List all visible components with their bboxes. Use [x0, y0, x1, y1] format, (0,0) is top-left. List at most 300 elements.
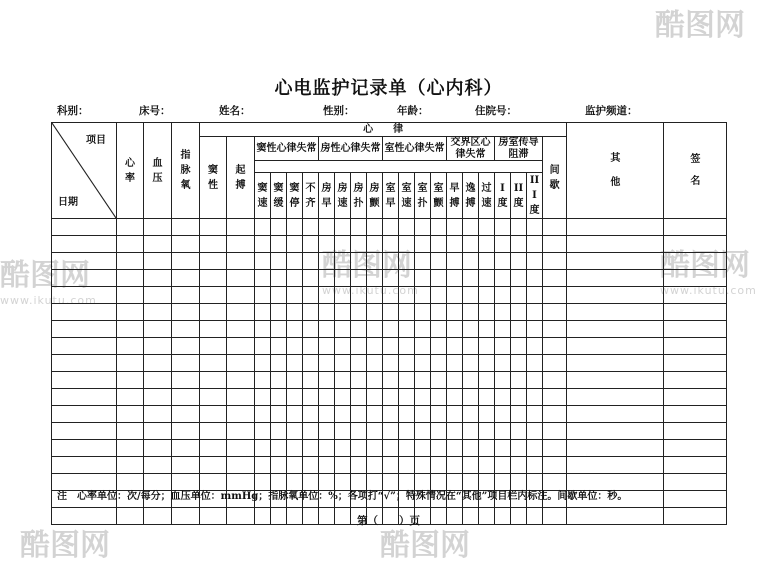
- entry-cell[interactable]: [447, 423, 463, 440]
- entry-cell[interactable]: [117, 270, 144, 287]
- entry-cell[interactable]: [335, 338, 351, 355]
- entry-cell[interactable]: [351, 355, 367, 372]
- entry-cell[interactable]: [511, 338, 527, 355]
- entry-cell[interactable]: [383, 270, 399, 287]
- entry-cell[interactable]: [511, 253, 527, 270]
- entry-cell[interactable]: [227, 372, 255, 389]
- entry-cell[interactable]: [271, 287, 287, 304]
- entry-cell[interactable]: [511, 440, 527, 457]
- entry-cell[interactable]: [415, 270, 431, 287]
- entry-cell[interactable]: [367, 321, 383, 338]
- entry-cell[interactable]: [227, 287, 255, 304]
- entry-cell[interactable]: [303, 236, 319, 253]
- entry-cell[interactable]: [463, 389, 479, 406]
- entry-cell[interactable]: [399, 270, 415, 287]
- entry-cell[interactable]: [463, 219, 479, 236]
- entry-cell[interactable]: [415, 457, 431, 474]
- entry-cell[interactable]: [463, 338, 479, 355]
- entry-cell[interactable]: [319, 423, 335, 440]
- entry-cell[interactable]: [463, 287, 479, 304]
- entry-cell[interactable]: [335, 253, 351, 270]
- entry-cell[interactable]: [367, 219, 383, 236]
- entry-cell[interactable]: [511, 236, 527, 253]
- entry-cell[interactable]: [495, 270, 511, 287]
- entry-cell[interactable]: [319, 287, 335, 304]
- entry-cell[interactable]: [567, 423, 664, 440]
- entry-cell[interactable]: [479, 423, 495, 440]
- entry-cell[interactable]: [335, 355, 351, 372]
- entry-cell[interactable]: [52, 389, 117, 406]
- entry-cell[interactable]: [415, 406, 431, 423]
- entry-cell[interactable]: [117, 423, 144, 440]
- entry-cell[interactable]: [200, 423, 227, 440]
- entry-cell[interactable]: [463, 236, 479, 253]
- entry-cell[interactable]: [495, 304, 511, 321]
- entry-cell[interactable]: [479, 457, 495, 474]
- entry-cell[interactable]: [172, 219, 200, 236]
- entry-cell[interactable]: [495, 423, 511, 440]
- entry-cell[interactable]: [144, 236, 172, 253]
- entry-cell[interactable]: [495, 287, 511, 304]
- entry-cell[interactable]: [351, 457, 367, 474]
- entry-cell[interactable]: [351, 423, 367, 440]
- entry-cell[interactable]: [227, 304, 255, 321]
- entry-cell[interactable]: [664, 355, 727, 372]
- entry-cell[interactable]: [415, 440, 431, 457]
- entry-cell[interactable]: [543, 219, 567, 236]
- entry-cell[interactable]: [431, 304, 447, 321]
- entry-cell[interactable]: [319, 389, 335, 406]
- entry-cell[interactable]: [479, 219, 495, 236]
- entry-cell[interactable]: [287, 372, 303, 389]
- entry-cell[interactable]: [335, 321, 351, 338]
- entry-cell[interactable]: [335, 423, 351, 440]
- entry-cell[interactable]: [399, 304, 415, 321]
- entry-cell[interactable]: [383, 287, 399, 304]
- entry-cell[interactable]: [287, 321, 303, 338]
- entry-cell[interactable]: [200, 372, 227, 389]
- entry-cell[interactable]: [144, 270, 172, 287]
- entry-cell[interactable]: [117, 440, 144, 457]
- entry-cell[interactable]: [227, 457, 255, 474]
- entry-cell[interactable]: [117, 372, 144, 389]
- entry-cell[interactable]: [144, 253, 172, 270]
- entry-cell[interactable]: [527, 304, 543, 321]
- entry-cell[interactable]: [495, 321, 511, 338]
- entry-cell[interactable]: [319, 321, 335, 338]
- entry-cell[interactable]: [117, 389, 144, 406]
- entry-cell[interactable]: [447, 236, 463, 253]
- entry-cell[interactable]: [431, 423, 447, 440]
- entry-cell[interactable]: [172, 389, 200, 406]
- entry-cell[interactable]: [303, 440, 319, 457]
- entry-cell[interactable]: [664, 321, 727, 338]
- entry-cell[interactable]: [431, 219, 447, 236]
- entry-cell[interactable]: [200, 304, 227, 321]
- entry-cell[interactable]: [527, 355, 543, 372]
- entry-cell[interactable]: [144, 304, 172, 321]
- entry-cell[interactable]: [271, 406, 287, 423]
- entry-cell[interactable]: [527, 423, 543, 440]
- entry-cell[interactable]: [117, 236, 144, 253]
- entry-cell[interactable]: [567, 440, 664, 457]
- entry-cell[interactable]: [287, 219, 303, 236]
- entry-cell[interactable]: [255, 219, 271, 236]
- entry-cell[interactable]: [463, 406, 479, 423]
- entry-cell[interactable]: [271, 253, 287, 270]
- entry-cell[interactable]: [479, 304, 495, 321]
- entry-cell[interactable]: [495, 253, 511, 270]
- entry-cell[interactable]: [664, 440, 727, 457]
- entry-cell[interactable]: [227, 440, 255, 457]
- entry-cell[interactable]: [351, 321, 367, 338]
- entry-cell[interactable]: [527, 406, 543, 423]
- entry-cell[interactable]: [319, 372, 335, 389]
- entry-cell[interactable]: [367, 355, 383, 372]
- entry-cell[interactable]: [463, 440, 479, 457]
- entry-cell[interactable]: [527, 389, 543, 406]
- entry-cell[interactable]: [287, 304, 303, 321]
- entry-cell[interactable]: [319, 219, 335, 236]
- entry-cell[interactable]: [543, 372, 567, 389]
- entry-cell[interactable]: [463, 321, 479, 338]
- entry-cell[interactable]: [287, 270, 303, 287]
- entry-cell[interactable]: [200, 457, 227, 474]
- entry-cell[interactable]: [335, 270, 351, 287]
- entry-cell[interactable]: [479, 236, 495, 253]
- entry-cell[interactable]: [567, 304, 664, 321]
- entry-cell[interactable]: [367, 406, 383, 423]
- entry-cell[interactable]: [447, 338, 463, 355]
- entry-cell[interactable]: [351, 406, 367, 423]
- entry-cell[interactable]: [463, 304, 479, 321]
- entry-cell[interactable]: [479, 338, 495, 355]
- entry-cell[interactable]: [399, 372, 415, 389]
- entry-cell[interactable]: [567, 287, 664, 304]
- entry-cell[interactable]: [431, 440, 447, 457]
- entry-cell[interactable]: [271, 389, 287, 406]
- entry-cell[interactable]: [117, 355, 144, 372]
- entry-cell[interactable]: [117, 321, 144, 338]
- entry-cell[interactable]: [399, 389, 415, 406]
- entry-cell[interactable]: [271, 304, 287, 321]
- entry-cell[interactable]: [255, 270, 271, 287]
- entry-cell[interactable]: [303, 355, 319, 372]
- entry-cell[interactable]: [351, 287, 367, 304]
- entry-cell[interactable]: [287, 389, 303, 406]
- entry-cell[interactable]: [144, 389, 172, 406]
- entry-cell[interactable]: [367, 236, 383, 253]
- entry-cell[interactable]: [52, 406, 117, 423]
- entry-cell[interactable]: [567, 389, 664, 406]
- entry-cell[interactable]: [255, 321, 271, 338]
- entry-cell[interactable]: [144, 372, 172, 389]
- entry-cell[interactable]: [415, 219, 431, 236]
- entry-cell[interactable]: [447, 253, 463, 270]
- entry-cell[interactable]: [511, 321, 527, 338]
- entry-cell[interactable]: [52, 219, 117, 236]
- entry-cell[interactable]: [447, 287, 463, 304]
- entry-cell[interactable]: [255, 423, 271, 440]
- entry-cell[interactable]: [399, 253, 415, 270]
- entry-cell[interactable]: [227, 270, 255, 287]
- entry-cell[interactable]: [172, 236, 200, 253]
- entry-cell[interactable]: [399, 457, 415, 474]
- entry-cell[interactable]: [287, 287, 303, 304]
- entry-cell[interactable]: [255, 372, 271, 389]
- entry-cell[interactable]: [527, 270, 543, 287]
- entry-cell[interactable]: [415, 372, 431, 389]
- entry-cell[interactable]: [664, 287, 727, 304]
- entry-cell[interactable]: [271, 236, 287, 253]
- entry-cell[interactable]: [511, 457, 527, 474]
- entry-cell[interactable]: [543, 304, 567, 321]
- entry-cell[interactable]: [319, 304, 335, 321]
- entry-cell[interactable]: [172, 270, 200, 287]
- entry-cell[interactable]: [664, 253, 727, 270]
- entry-cell[interactable]: [303, 372, 319, 389]
- entry-cell[interactable]: [415, 321, 431, 338]
- entry-cell[interactable]: [117, 253, 144, 270]
- entry-cell[interactable]: [227, 236, 255, 253]
- entry-cell[interactable]: [383, 372, 399, 389]
- entry-cell[interactable]: [255, 355, 271, 372]
- entry-cell[interactable]: [52, 321, 117, 338]
- entry-cell[interactable]: [367, 304, 383, 321]
- entry-cell[interactable]: [335, 287, 351, 304]
- entry-cell[interactable]: [200, 389, 227, 406]
- entry-cell[interactable]: [511, 219, 527, 236]
- entry-cell[interactable]: [200, 338, 227, 355]
- entry-cell[interactable]: [271, 219, 287, 236]
- entry-cell[interactable]: [479, 406, 495, 423]
- entry-cell[interactable]: [200, 253, 227, 270]
- entry-cell[interactable]: [567, 355, 664, 372]
- entry-cell[interactable]: [200, 321, 227, 338]
- entry-cell[interactable]: [351, 372, 367, 389]
- entry-cell[interactable]: [351, 304, 367, 321]
- entry-cell[interactable]: [172, 321, 200, 338]
- entry-cell[interactable]: [527, 253, 543, 270]
- entry-cell[interactable]: [431, 372, 447, 389]
- entry-cell[interactable]: [479, 355, 495, 372]
- entry-cell[interactable]: [255, 304, 271, 321]
- entry-cell[interactable]: [415, 236, 431, 253]
- entry-cell[interactable]: [399, 321, 415, 338]
- entry-cell[interactable]: [511, 270, 527, 287]
- entry-cell[interactable]: [335, 406, 351, 423]
- entry-cell[interactable]: [172, 355, 200, 372]
- entry-cell[interactable]: [415, 253, 431, 270]
- entry-cell[interactable]: [447, 355, 463, 372]
- entry-cell[interactable]: [664, 491, 727, 508]
- entry-cell[interactable]: [227, 253, 255, 270]
- entry-cell[interactable]: [447, 270, 463, 287]
- entry-cell[interactable]: [511, 372, 527, 389]
- entry-cell[interactable]: [567, 338, 664, 355]
- entry-cell[interactable]: [335, 440, 351, 457]
- entry-cell[interactable]: [495, 338, 511, 355]
- entry-cell[interactable]: [319, 457, 335, 474]
- entry-cell[interactable]: [431, 338, 447, 355]
- entry-cell[interactable]: [319, 440, 335, 457]
- entry-cell[interactable]: [431, 287, 447, 304]
- entry-cell[interactable]: [351, 219, 367, 236]
- entry-cell[interactable]: [431, 236, 447, 253]
- entry-cell[interactable]: [383, 423, 399, 440]
- entry-cell[interactable]: [255, 287, 271, 304]
- entry-cell[interactable]: [495, 236, 511, 253]
- entry-cell[interactable]: [567, 406, 664, 423]
- entry-cell[interactable]: [495, 406, 511, 423]
- entry-cell[interactable]: [144, 321, 172, 338]
- entry-cell[interactable]: [543, 406, 567, 423]
- entry-cell[interactable]: [383, 304, 399, 321]
- entry-cell[interactable]: [399, 440, 415, 457]
- entry-cell[interactable]: [415, 304, 431, 321]
- entry-cell[interactable]: [144, 457, 172, 474]
- entry-cell[interactable]: [200, 287, 227, 304]
- entry-cell[interactable]: [144, 355, 172, 372]
- entry-cell[interactable]: [335, 219, 351, 236]
- entry-cell[interactable]: [271, 372, 287, 389]
- entry-cell[interactable]: [527, 440, 543, 457]
- entry-cell[interactable]: [543, 457, 567, 474]
- entry-cell[interactable]: [351, 338, 367, 355]
- entry-cell[interactable]: [271, 423, 287, 440]
- entry-cell[interactable]: [527, 372, 543, 389]
- entry-cell[interactable]: [511, 355, 527, 372]
- entry-cell[interactable]: [567, 270, 664, 287]
- entry-cell[interactable]: [447, 372, 463, 389]
- entry-cell[interactable]: [399, 287, 415, 304]
- entry-cell[interactable]: [479, 389, 495, 406]
- entry-cell[interactable]: [431, 270, 447, 287]
- entry-cell[interactable]: [527, 219, 543, 236]
- entry-cell[interactable]: [367, 287, 383, 304]
- entry-cell[interactable]: [543, 270, 567, 287]
- entry-cell[interactable]: [303, 219, 319, 236]
- entry-cell[interactable]: [543, 236, 567, 253]
- entry-cell[interactable]: [144, 338, 172, 355]
- entry-cell[interactable]: [144, 287, 172, 304]
- entry-cell[interactable]: [431, 355, 447, 372]
- entry-cell[interactable]: [303, 406, 319, 423]
- entry-cell[interactable]: [479, 372, 495, 389]
- entry-cell[interactable]: [495, 372, 511, 389]
- entry-cell[interactable]: [172, 457, 200, 474]
- entry-cell[interactable]: [367, 338, 383, 355]
- entry-cell[interactable]: [227, 321, 255, 338]
- entry-cell[interactable]: [172, 440, 200, 457]
- entry-cell[interactable]: [415, 389, 431, 406]
- entry-cell[interactable]: [227, 423, 255, 440]
- entry-cell[interactable]: [415, 423, 431, 440]
- entry-cell[interactable]: [255, 389, 271, 406]
- entry-cell[interactable]: [399, 219, 415, 236]
- entry-cell[interactable]: [117, 219, 144, 236]
- entry-cell[interactable]: [319, 236, 335, 253]
- entry-cell[interactable]: [271, 457, 287, 474]
- entry-cell[interactable]: [664, 406, 727, 423]
- entry-cell[interactable]: [664, 304, 727, 321]
- entry-cell[interactable]: [399, 355, 415, 372]
- entry-cell[interactable]: [351, 389, 367, 406]
- entry-cell[interactable]: [52, 270, 117, 287]
- entry-cell[interactable]: [255, 406, 271, 423]
- entry-cell[interactable]: [447, 304, 463, 321]
- entry-cell[interactable]: [200, 236, 227, 253]
- entry-cell[interactable]: [117, 338, 144, 355]
- entry-cell[interactable]: [351, 440, 367, 457]
- entry-cell[interactable]: [172, 423, 200, 440]
- entry-cell[interactable]: [431, 389, 447, 406]
- entry-cell[interactable]: [567, 253, 664, 270]
- entry-cell[interactable]: [200, 440, 227, 457]
- entry-cell[interactable]: [287, 423, 303, 440]
- entry-cell[interactable]: [52, 423, 117, 440]
- entry-cell[interactable]: [399, 338, 415, 355]
- entry-cell[interactable]: [664, 338, 727, 355]
- entry-cell[interactable]: [271, 270, 287, 287]
- entry-cell[interactable]: [200, 219, 227, 236]
- entry-cell[interactable]: [463, 253, 479, 270]
- entry-cell[interactable]: [255, 236, 271, 253]
- entry-cell[interactable]: [431, 321, 447, 338]
- entry-cell[interactable]: [335, 304, 351, 321]
- entry-cell[interactable]: [303, 253, 319, 270]
- entry-cell[interactable]: [200, 270, 227, 287]
- entry-cell[interactable]: [367, 440, 383, 457]
- entry-cell[interactable]: [543, 338, 567, 355]
- entry-cell[interactable]: [527, 338, 543, 355]
- entry-cell[interactable]: [287, 406, 303, 423]
- entry-cell[interactable]: [479, 440, 495, 457]
- entry-cell[interactable]: [567, 236, 664, 253]
- entry-cell[interactable]: [543, 389, 567, 406]
- entry-cell[interactable]: [303, 423, 319, 440]
- entry-cell[interactable]: [200, 355, 227, 372]
- entry-cell[interactable]: [117, 304, 144, 321]
- entry-cell[interactable]: [335, 236, 351, 253]
- entry-cell[interactable]: [303, 287, 319, 304]
- entry-cell[interactable]: [479, 253, 495, 270]
- entry-cell[interactable]: [383, 457, 399, 474]
- entry-cell[interactable]: [52, 338, 117, 355]
- entry-cell[interactable]: [319, 355, 335, 372]
- entry-cell[interactable]: [664, 236, 727, 253]
- entry-cell[interactable]: [567, 457, 664, 474]
- entry-cell[interactable]: [367, 372, 383, 389]
- entry-cell[interactable]: [383, 355, 399, 372]
- entry-cell[interactable]: [255, 338, 271, 355]
- entry-cell[interactable]: [319, 406, 335, 423]
- entry-cell[interactable]: [463, 355, 479, 372]
- entry-cell[interactable]: [303, 270, 319, 287]
- entry-cell[interactable]: [367, 423, 383, 440]
- entry-cell[interactable]: [255, 457, 271, 474]
- entry-cell[interactable]: [383, 321, 399, 338]
- entry-cell[interactable]: [319, 270, 335, 287]
- entry-cell[interactable]: [287, 338, 303, 355]
- entry-cell[interactable]: [511, 389, 527, 406]
- entry-cell[interactable]: [255, 440, 271, 457]
- entry-cell[interactable]: [117, 287, 144, 304]
- entry-cell[interactable]: [479, 270, 495, 287]
- entry-cell[interactable]: [567, 321, 664, 338]
- entry-cell[interactable]: [271, 440, 287, 457]
- entry-cell[interactable]: [399, 406, 415, 423]
